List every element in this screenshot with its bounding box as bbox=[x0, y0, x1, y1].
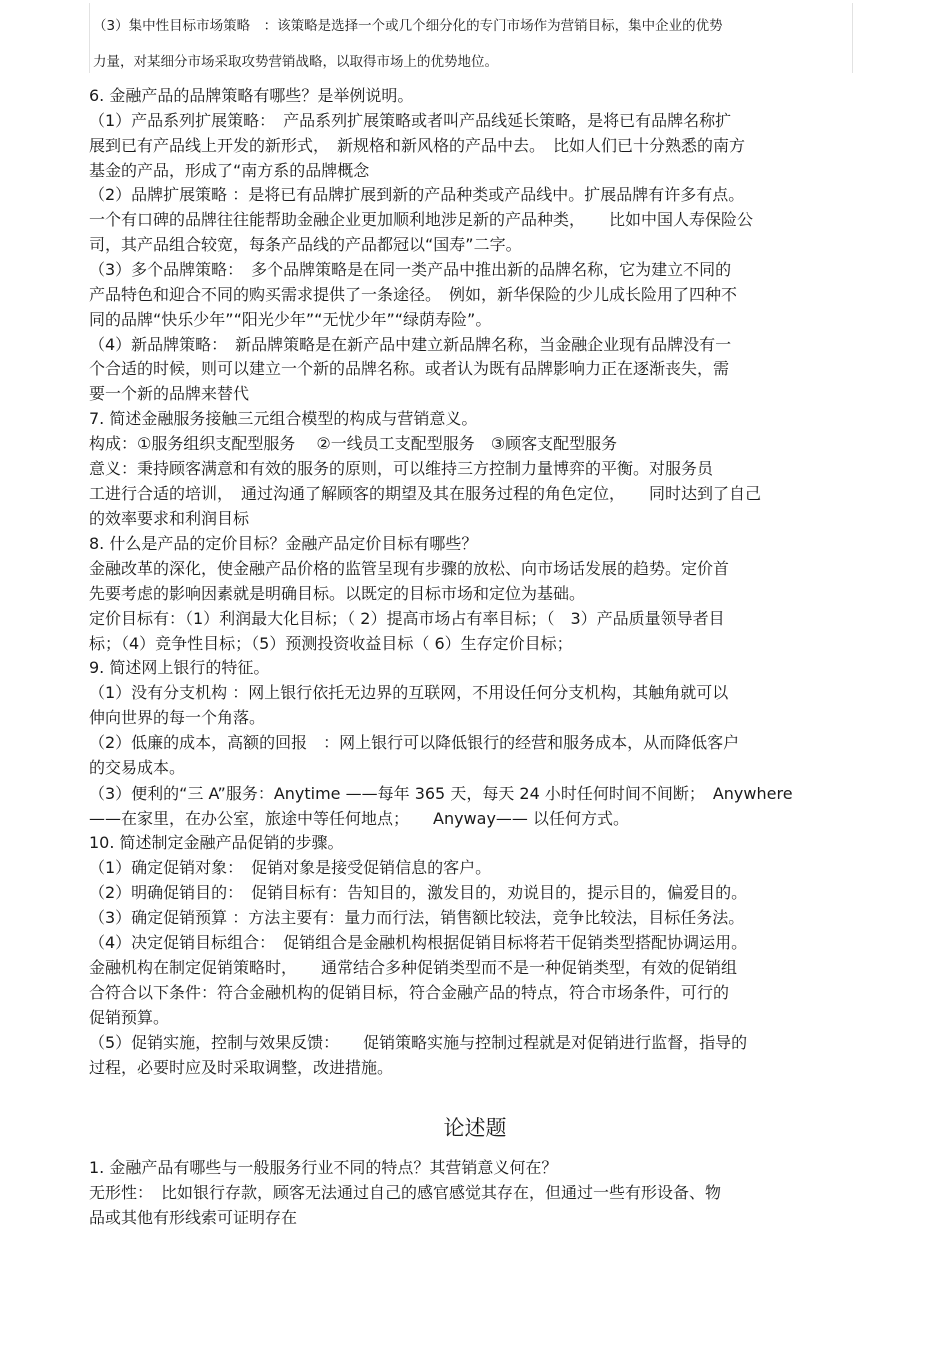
question-heading: 1. 金融产品有哪些与一般服务行业不同的特点？其营销意义何在？ bbox=[89, 1158, 558, 1177]
text-line: （5）促销实施，控制与效果反馈： 促销策略实施与控制过程就是对促销进行监督，指导的 bbox=[89, 1033, 748, 1052]
text-line: 金融机构在制定促销策略时， 通常结合多种促销类型而不是一种促销类型，有效的促销组 bbox=[89, 958, 738, 977]
previous-page-box bbox=[89, 3, 853, 73]
text-line: 先要考虑的影响因素就是明确目标。以既定的目标市场和定位为基础。 bbox=[89, 584, 586, 603]
question-heading: 8. 什么是产品的定价目标？金融产品定价目标有哪些？ bbox=[89, 534, 478, 553]
text-line: （3）集中性目标市场策略 ：该策略是选择一个或几个细分化的专门市场作为营销目标，集中企业的优势 bbox=[93, 18, 723, 34]
text-line: 要一个新的品牌来替代 bbox=[89, 384, 250, 403]
section-heading: 论述题 bbox=[443, 1116, 507, 1140]
text-line: 个合适的时候，则可以建立一个新的品牌名称。或者认为既有品牌影响力正在逐渐丧失，需 bbox=[89, 359, 730, 378]
text-line: （1）没有分支机构 ：网上银行依托无边界的互联网，不用设任何分支机构，其触角就可以 bbox=[89, 683, 729, 702]
text-line: 促销预算。 bbox=[89, 1008, 170, 1027]
text-line: （3）多个品牌策略： 多个品牌策略是在同一类产品中推出新的品牌名称，它为建立不同的 bbox=[89, 260, 732, 279]
text-line: 合符合以下条件：符合金融机构的促销目标，符合金融产品的特点，符合市场条件，可行的 bbox=[89, 983, 730, 1002]
text-line: 同的品牌“快乐少年”“阳光少年”“无忧少年”“绿荫寿险”。 bbox=[89, 310, 492, 329]
question-heading: 7. 简述金融服务接触三元组合模型的构成与营销意义。 bbox=[89, 409, 478, 428]
text-line: （3）便利的“三 A”服务：Anytime ——每年 365 天，每天 24 小时任何时间不间断； Anywhere bbox=[89, 784, 793, 803]
text-line: 伸向世界的每一个角落。 bbox=[89, 708, 266, 727]
text-line: （2）低廉的成本，高额的回报 ：网上银行可以降低银行的经营和服务成本，从而降低客户 bbox=[89, 733, 740, 752]
text-line: 的效率要求和利润目标 bbox=[89, 509, 250, 528]
text-line: （3）确定促销预算 ：方法主要有：量力而行法，销售额比较法，竞争比较法，目标任务法。 bbox=[89, 908, 745, 927]
text-line: （2）品牌扩展策略 ：是将已有品牌扩展到新的产品种类或产品线中。扩展品牌有许多有点。 bbox=[89, 185, 745, 204]
text-line: 一个有口碑的品牌往往能帮助金融企业更加顺利地涉足新的产品种类， 比如中国人寿保险公 bbox=[89, 210, 754, 229]
question-heading: 6. 金融产品的品牌策略有哪些？是举例说明。 bbox=[89, 86, 414, 105]
question-heading: 10. 简述制定金融产品促销的步骤。 bbox=[89, 833, 344, 852]
text-line: （4）决定促销目标组合： 促销组合是金融机构根据促销目标将若干促销类型搭配协调运用。 bbox=[89, 933, 748, 952]
text-line: 展到已有产品线上开发的新形式， 新规格和新风格的产品中去。 比如人们已十分熟悉的南方 bbox=[89, 136, 746, 155]
text-line: 司，其产品组合较宽，每条产品线的产品都冠以“国寿”二字。 bbox=[89, 235, 522, 254]
text-line: 构成：①服务组织支配型服务 ②一线员工支配型服务 ③顾客支配型服务 bbox=[89, 434, 618, 453]
text-line: 标；（4）竞争性目标；（5）预测投资收益目标（ 6）生存定价目标； bbox=[89, 634, 573, 653]
text-line: ——在家里，在办公室，旅途中等任何地点； Anyway—— 以任何方式。 bbox=[89, 809, 630, 828]
text-line: （1）确定促销对象： 促销对象是接受促销信息的客户。 bbox=[89, 858, 492, 877]
text-line: 意义：秉持顾客满意和有效的服务的原则，可以维持三方控制力量博弈的平衡。对服务员 bbox=[89, 459, 714, 478]
text-line: 产品特色和迎合不同的购买需求提供了一条途径。 例如，新华保险的少儿成长险用了四种不 bbox=[89, 285, 738, 304]
text-line: 无形性： 比如银行存款，顾客无法通过自己的感官感觉其存在，但通过一些有形设备、物 bbox=[89, 1183, 722, 1202]
text-line: 的交易成本。 bbox=[89, 758, 186, 777]
text-line: 过程，必要时应及时采取调整，改进措施。 bbox=[89, 1058, 394, 1077]
text-line: 品或其他有形线索可证明存在 bbox=[89, 1208, 298, 1227]
text-line: （4）新品牌策略： 新品牌策略是在新产品中建立新品牌名称，当金融企业现有品牌没有一 bbox=[89, 335, 732, 354]
text-line: 力量，对某细分市场采取攻势营销战略，以取得市场上的优势地位。 bbox=[93, 54, 498, 70]
text-line: 定价目标有：（1）利润最大化目标；（ 2）提高市场占有率目标；（ 3）产品质量领导者目 bbox=[89, 609, 725, 628]
text-line: （1）产品系列扩展策略： 产品系列扩展策略或者叫产品线延长策略，是将已有品牌名称扩 bbox=[89, 111, 732, 130]
text-line: 工进行合适的培训， 通过沟通了解顾客的期望及其在服务过程的角色定位， 同时达到了自己 bbox=[89, 484, 762, 503]
question-heading: 9. 简述网上银行的特征。 bbox=[89, 658, 270, 677]
text-line: （2）明确促销目的： 促销目标有：告知目的，激发目的，劝说目的，提示目的，偏爱目的。 bbox=[89, 883, 748, 902]
text-line: 金融改革的深化，使金融产品价格的监管呈现有步骤的放松、向市场话发展的趋势。定价首 bbox=[89, 559, 730, 578]
text-line: 基金的产品，形成了“南方系的品牌概念 bbox=[89, 161, 370, 180]
